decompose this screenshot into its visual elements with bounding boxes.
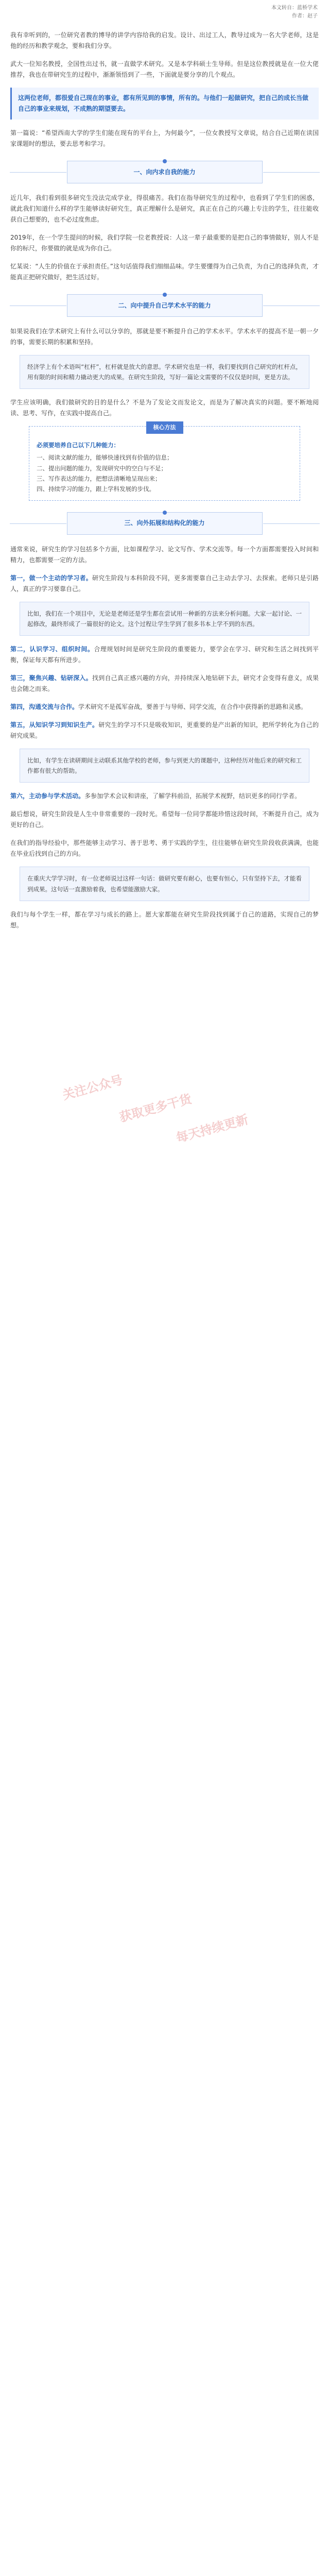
section-1-paragraph-3: 忆某说：“人生的价值在于承担责任。”这句话值得我们细细品味。学生要懂得为自己负责，为自己的选择负责，才能真正把研究做好，把生活过好。 (10, 263, 319, 281)
point-5-head: 第五，从知识学习到知识生产。 (10, 721, 99, 729)
point-5-text: 研究生的学习不只是吸收知识，更重要的是产出新的知识，把所学转化为自己的研究成果。 (10, 721, 319, 740)
method-lead: 必须要培养自己以下几种能力： (37, 442, 119, 449)
section-2-heading (67, 294, 263, 317)
point-3-text: 找到自己真正感兴趣的方向，并持续深入地钻研下去，研究才会变得有意义，成果也会随之而来。 (10, 674, 319, 693)
point-3 (10, 673, 319, 694)
method-item: 一、阅读文献的能力，能够快速找到有价值的信息； (37, 454, 173, 462)
final-paragraph: 我们与每个学生一样，都在学习与成长的路上。愿大家都能在研究生阶段找到属于自己的道路，实现自己的梦想。 (10, 910, 319, 929)
section-3-heading (67, 512, 263, 535)
point-2-head: 第二，认识学习、组织时间。 (10, 646, 94, 653)
point-3-head: 第三，聚焦兴趣、钻研深入。 (10, 674, 92, 682)
article-meta (271, 4, 318, 21)
section-2-inset: 经济学上有个术语叫“杠杆”，杠杆就是放大的意思。学术研究也是一样，我们要找到自己研究的杠杆点，用有限的时间和精力撬动更大的成果。在研究生阶段，写好一篇论文需要的不仅仅是时间，更是方法。 (20, 355, 309, 389)
section-dot-icon (163, 293, 167, 297)
section-2-after: 学生应该明确，我们做研究的目的是什么？不是为了发论文而发论文，而是为了解决真实的问题。要不断地阅读、思考、写作，在实践中提高自己。 (10, 399, 319, 417)
section-1-paragraph-1: 近几年，我们看到很多研究生没法完成学业，得很痛苦。我们在指导研究生的过程中，也看到了学生们的困惑，就此我们知道什么样的学生能够读好研究生，真正理解什么是研究，真正在自己的兴趣上专注的学生，往往能收获自己想要的，也不必过度焦虑。 (10, 194, 319, 223)
watermark-text: 获取更多干货 (117, 1091, 194, 1125)
point-1-text: 研究生阶段与本科阶段不同，更多需要靠自己主动去学习、去探索。老师只是引路人，真正的学习要靠自己。 (10, 574, 319, 592)
method-card (29, 426, 300, 501)
point-1-head: 第一，做一个主动的学习者。 (10, 574, 92, 582)
point-4 (10, 702, 319, 713)
section-dot-icon (163, 511, 167, 515)
intro-paragraph-2: 武大一位知名教授，全国性出过书，就一直做学术研究。又是本学科硕士生导师。但是这位教授就是在一位大佬推荐，我也在带研究生的过程中，渐渐领悟到了一些，下面就是要分享的几个观点。 (10, 60, 319, 78)
watermark-text: 关注公众号 (61, 1072, 125, 1103)
method-item: 三、写作表达的能力，把想法清晰地呈现出来； (37, 474, 161, 482)
point-6-text: 多参加学术会议和讲座，了解学科前沿，拓展学术视野，结识更多的同行学者。 (84, 792, 301, 800)
section-2-title: 二、向中提升自己学术水平的能力 (118, 301, 211, 309)
section-1-heading (67, 161, 263, 183)
author-line: 作者：赵子 (292, 13, 318, 19)
final-inset: 在重庆大学学习时，有一位老师说过这样一句话：做研究要有耐心，也要有恒心，只有坚持下去，才能看到成果。这句话一直激励着我，也希望能激励大家。 (20, 867, 309, 901)
watermark-text: 每天持续更新 (174, 1112, 250, 1146)
point-4-text: 学术研究不是孤军奋战，要善于与导师、同学交流，在合作中获得新的思路和灵感。 (78, 703, 307, 711)
section-3-inset-2: 比如，有学生在读研期间主动联系其他学校的老师，参与到更大的课题中，这种经历对他后来的研究和工作都有很大的帮助。 (20, 749, 309, 783)
section-3-title: 三、向外拓展和结构化的能力 (124, 519, 205, 527)
point-4-head: 第四，沟通交流与合作。 (10, 703, 79, 711)
source-line: 本文转自：蓝桥学术 (271, 5, 318, 11)
closing-paragraph-2: 在我们的指导经验中，那些能够主动学习、善于思考、勇于实践的学生，往往能够在研究生阶段收获满满，也能在毕业后找到自己的方向。 (10, 839, 319, 858)
method-badge: 核心方法 (146, 421, 183, 433)
point-2-text: 合理规划时间是研究生阶段的重要能力，要学会在学习、研究和生活之间找到平衡，保证每天都有所进步。 (10, 646, 319, 664)
point-1 (10, 573, 319, 595)
paragraph-2: 第一篇说：“希望西南大学的学生们能在现有的平台上，为何最今”，一位女教授写文章说，结合自己近期在读国家课题时的想法，要去思考和学习。 (10, 129, 319, 147)
point-6 (10, 791, 319, 802)
article-body (10, 30, 319, 938)
section-1-title: 一、向内求自我的能力 (133, 168, 196, 176)
point-2 (10, 644, 319, 666)
section-1-paragraph-2: 2019年，在一个学生提问的时候，我们学院一位老教授说：人这一辈子最重要的是把自己的事情做好，别人不是你的标尺，你要做的就是成为你自己。 (10, 234, 319, 252)
section-dot-icon (163, 159, 167, 163)
section-2-paragraph-1: 如果说我们在学术研究上有什么可以分享的，那就是要不断提升自己的学术水平。学术水平的提高不是一朝一夕的事，需要长期的积累和坚持。 (10, 328, 319, 346)
highlight-quote: 这两位老师，都很爱自己现在的事业，都有所见到的事情，所有的。与他们一起做研究，把自己的成长当做自己的事业来规划，不成熟的期望要去。 (10, 88, 319, 120)
point-5 (10, 720, 319, 741)
point-6-head: 第六，主动参与学术活动。 (10, 792, 85, 800)
intro-paragraph-1: 我有幸听到的，一位研究者教的博导的讲学内容给我的启发。设计、出过工人，教导过成为一名大学老师，这是他的经历和教学观念，要和我们分享。 (10, 31, 319, 49)
section-3-inset-1: 比如，我们在一个项目中，无论是老师还是学生都在尝试用一种新的方法来分析问题。大家一起讨论、一起修改，最终形成了一篇很好的论文。这个过程让学生学到了很多书本上学不到的东西。 (20, 602, 309, 636)
method-item: 二、提出问题的能力，发现研究中的空白与不足； (37, 464, 167, 472)
section-3-paragraph-1: 通常来说，研究生的学习包括多个方面，比如课程学习、论文写作、学术交流等。每一个方面都需要投入时间和精力，也都需要一定的方法。 (10, 545, 319, 564)
method-item: 四、持续学习的能力，跟上学科发展的步伐。 (37, 485, 155, 493)
closing-paragraph-1: 最后想说，研究生阶段是人生中非常重要的一段时光。希望每一位同学都能珍惜这段时间，不断提升自己，成为更好的自己。 (10, 810, 319, 829)
